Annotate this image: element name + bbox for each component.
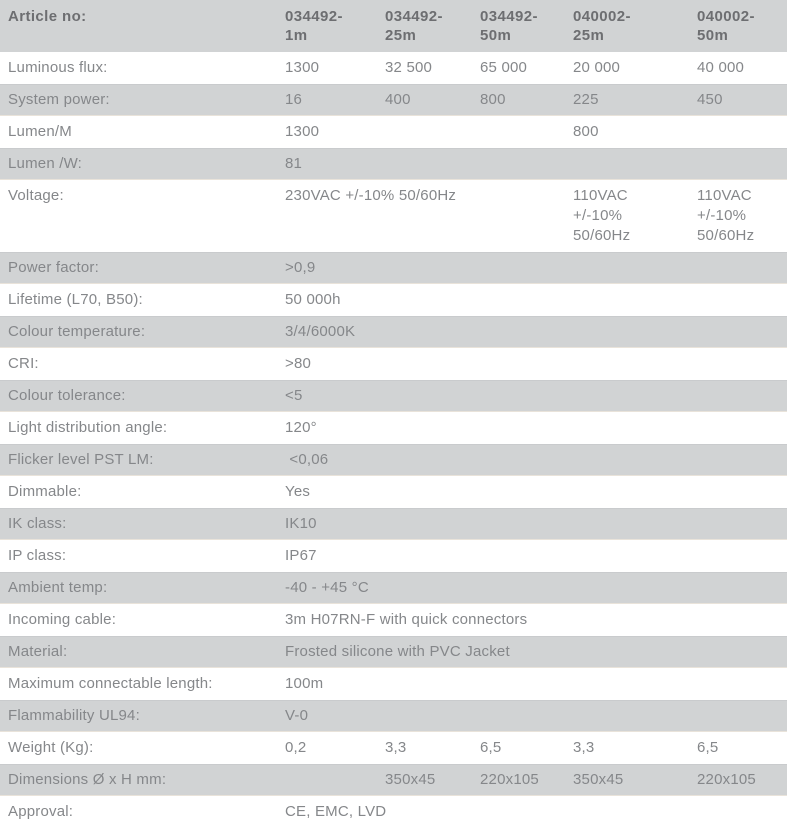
spec-row [0, 732, 787, 764]
row-value: 20 000 [573, 59, 621, 76]
spec-row [0, 572, 787, 604]
row-value: >80 [285, 355, 312, 372]
row-value: 110VAC +/-10% 50/60Hz [697, 187, 755, 244]
row-label: Approval: [8, 803, 74, 820]
spec-row [0, 116, 787, 148]
row-value: 110VAC +/-10% 50/60Hz [573, 187, 631, 244]
row-label: Voltage: [8, 187, 64, 204]
row-value: 3/4/6000K [285, 316, 787, 348]
row-label: Lumen/M [8, 123, 72, 140]
row-label: Maximum connectable length: [8, 675, 213, 692]
row-label: Luminous flux: [8, 59, 108, 76]
row-value: Frosted silicone with PVC Jacket [285, 636, 787, 668]
spec-row [0, 348, 787, 380]
row-label: Flammability UL94: [0, 700, 285, 732]
row-label: Colour temperature: [0, 316, 285, 348]
row-label: Lumen /W: [0, 148, 285, 180]
spec-row [0, 180, 787, 252]
article-column-header [480, 0, 573, 52]
article-no-header: Article no: [0, 0, 285, 52]
spec-row [0, 52, 787, 84]
spec-row [0, 444, 787, 476]
row-value: 0,2 [285, 739, 307, 756]
row-value: 220x105 [697, 764, 787, 796]
row-value: 65 000 [480, 59, 528, 76]
row-value: V-0 [285, 700, 787, 732]
article-length-line: 50m [480, 27, 512, 44]
row-value: 450 [697, 84, 787, 116]
row-value: 225 [573, 84, 697, 116]
row-label: Colour tolerance: [0, 380, 285, 412]
row-label: Weight (Kg): [8, 739, 94, 756]
row-value: 220x105 [480, 764, 573, 796]
spec-row [0, 84, 787, 116]
article-number-line: 040002- [573, 8, 631, 25]
row-value: 400 [385, 84, 480, 116]
row-label: Lifetime (L70, B50): [8, 291, 143, 308]
row-value: 3m H07RN-F with quick connectors [285, 611, 528, 628]
spec-row [0, 764, 787, 796]
row-label: Power factor: [0, 252, 285, 284]
article-length-line: 25m [385, 27, 417, 44]
row-value: -40 - +45 °C [285, 572, 787, 604]
row-value: 81 [285, 148, 787, 180]
article-length-line: 25m [573, 27, 605, 44]
spec-row [0, 380, 787, 412]
article-column-header [573, 0, 697, 52]
row-label: Incoming cable: [8, 611, 117, 628]
row-value: 40 000 [697, 59, 745, 76]
article-column-header [697, 0, 787, 52]
row-value: 350x45 [385, 764, 480, 796]
spec-table-header [0, 0, 787, 52]
row-value: 230VAC +/-10% 50/60Hz [285, 187, 457, 204]
row-label: IP class: [8, 547, 67, 564]
row-value: 350x45 [573, 764, 697, 796]
row-label: Dimmable: [8, 483, 82, 500]
row-value: Yes [285, 483, 311, 500]
row-value: 3,3 [385, 739, 407, 756]
spec-row [0, 540, 787, 572]
row-value: 800 [480, 84, 573, 116]
article-length-line: 1m [285, 27, 308, 44]
row-value: 3,3 [573, 739, 595, 756]
spec-row [0, 668, 787, 700]
article-number-line: 040002- [697, 8, 755, 25]
spec-row [0, 476, 787, 508]
row-value: <5 [285, 380, 787, 412]
row-value: IP67 [285, 547, 317, 564]
article-number-line: 034492- [385, 8, 443, 25]
spec-row [0, 636, 787, 668]
row-value: 120° [285, 419, 317, 436]
row-value: 50 000h [285, 291, 341, 308]
spec-row [0, 284, 787, 316]
article-column-header [285, 0, 385, 52]
row-value: 6,5 [697, 739, 719, 756]
row-value: 1300 [285, 59, 320, 76]
row-value: 32 500 [385, 59, 433, 76]
row-label: Material: [0, 636, 285, 668]
spec-row [0, 796, 787, 828]
article-length-line: 50m [697, 27, 729, 44]
row-value [285, 764, 385, 796]
row-label: System power: [0, 84, 285, 116]
row-label: Light distribution angle: [8, 419, 168, 436]
row-value: >0,9 [285, 252, 787, 284]
spec-row [0, 604, 787, 636]
row-label: IK class: [0, 508, 285, 540]
spec-row [0, 316, 787, 348]
spec-row [0, 252, 787, 284]
row-value: 100m [285, 675, 324, 692]
row-label: Flicker level PST LM: [0, 444, 285, 476]
spec-row [0, 700, 787, 732]
spec-row [0, 148, 787, 180]
row-value: <0,06 [285, 444, 787, 476]
article-number-line: 034492- [285, 8, 343, 25]
row-value: 800 [573, 123, 599, 140]
row-value: CE, EMC, LVD [285, 803, 387, 820]
row-label: Dimensions Ø x H mm: [0, 764, 285, 796]
row-value: 1300 [285, 123, 320, 140]
row-label: Ambient temp: [0, 572, 285, 604]
article-number-line: 034492- [480, 8, 538, 25]
article-column-header [385, 0, 480, 52]
spec-table-body [0, 52, 787, 828]
row-value: 6,5 [480, 739, 502, 756]
spec-row [0, 508, 787, 540]
row-value: 16 [285, 84, 385, 116]
spec-row [0, 412, 787, 444]
header-row [0, 0, 787, 52]
row-label: CRI: [8, 355, 39, 372]
row-value: IK10 [285, 508, 787, 540]
